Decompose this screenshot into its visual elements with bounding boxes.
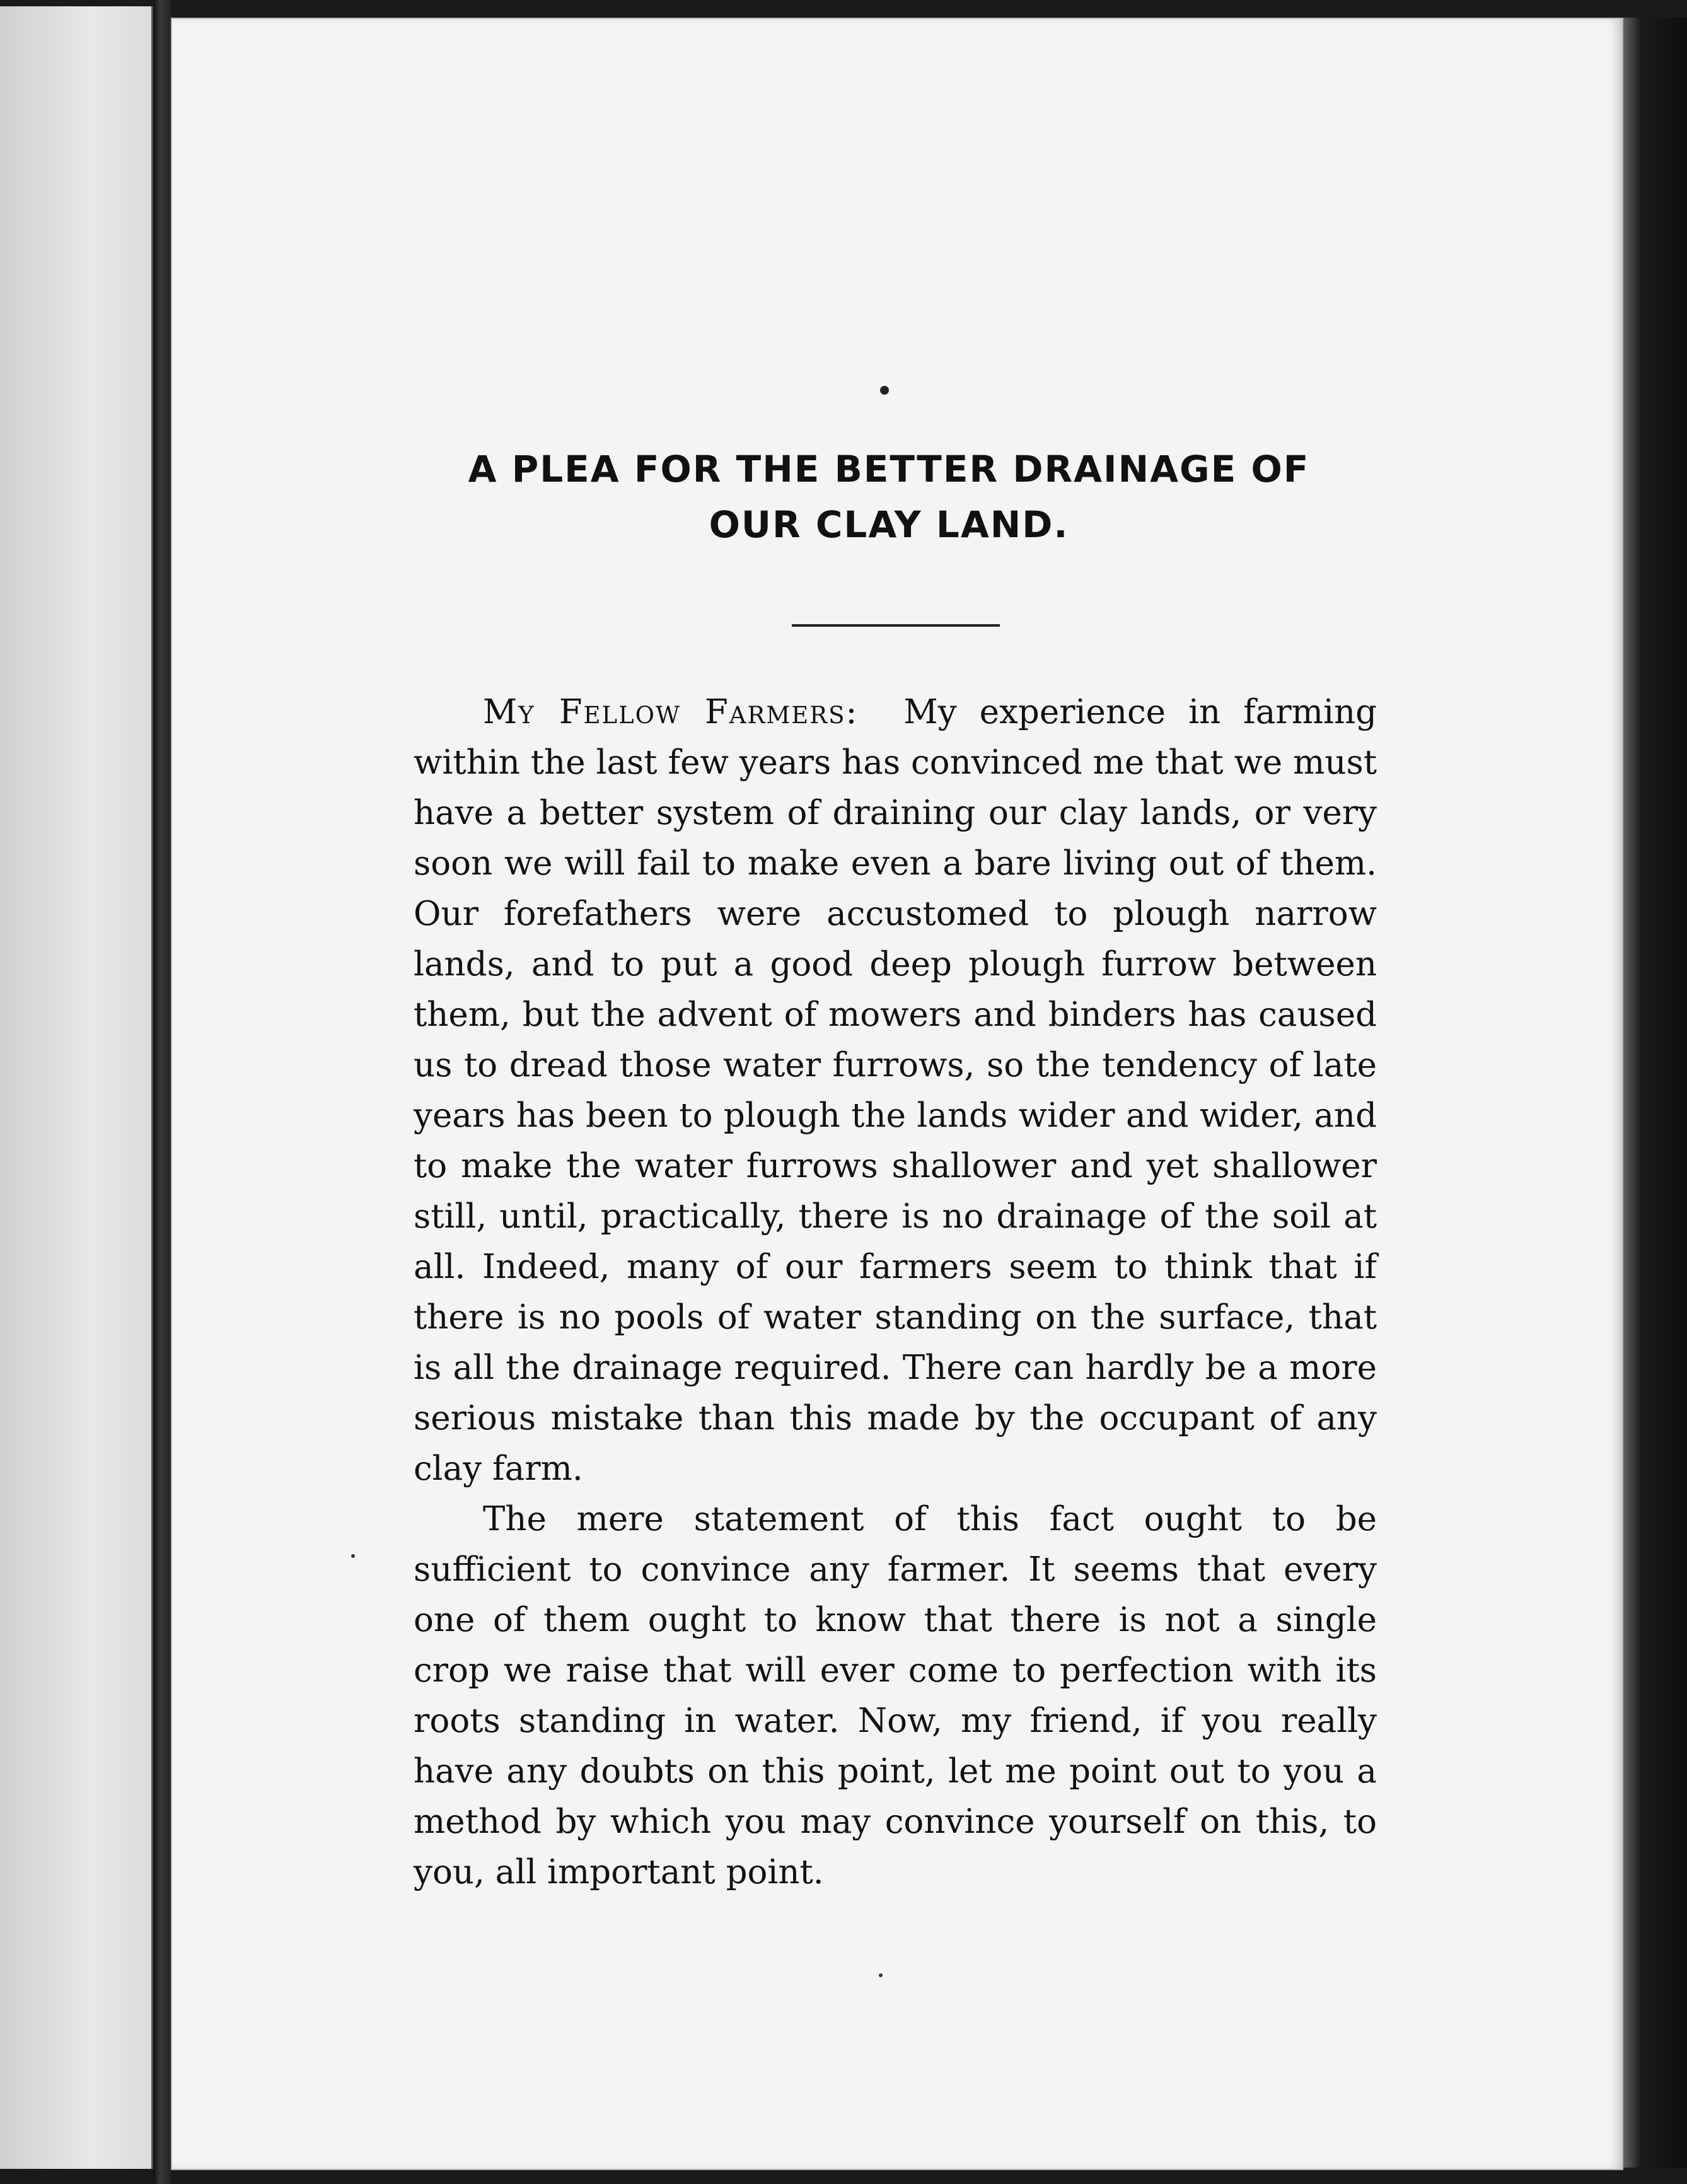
title-line-1: A PLEA FOR THE BETTER DRAINAGE OF — [468, 448, 1310, 491]
paragraph-1 — [414, 687, 1377, 1494]
title-divider — [792, 624, 1000, 627]
salutation: My Fellow Farmers: — [483, 693, 859, 731]
body-text — [414, 687, 1377, 1898]
ornament-dot — [880, 386, 889, 395]
page-title — [378, 441, 1400, 552]
book-gutter — [153, 0, 171, 2184]
scan-speck — [879, 1973, 883, 1977]
paragraph-1-text: My experience in farming within the last few years has convinced me that we must have a better system of draining our clay lands, or very soon we will fail to make even a bare living out of them. Our forefathers were accustomed to plough narrow lands, and to put a good deep plough furrow between them, but the advent of mowers and binders has caused us to dread those water furrows, so the tendency of late years has been to plough the lands wider and wider, and to make the water furrows shallower and yet shallower still, until, practically, there is no drainage of the soil at all. Indeed, many of our farmers seem to think that if there is no pools of water standing on the surface, that is all the drainage required. There can hardly be a more serious mistake than this made by the occupant of any clay farm. — [414, 693, 1377, 1488]
paragraph-2: The mere statement of this fact ought to be sufficient to convince any farmer. It seems that every one of them ought to know that there is not a single crop we raise that will ever come to perfection with its roots standing in water. Now, my friend, if you really have any doubts on this point, let me point out to you a method by which you may convince yourself on this, to you, all important point. — [414, 1500, 1377, 1891]
page-right-shadow — [1621, 18, 1687, 2184]
scan-speck — [351, 1554, 355, 1558]
facing-page-edge — [0, 6, 153, 2169]
title-line-2: OUR CLAY LAND. — [709, 503, 1069, 546]
